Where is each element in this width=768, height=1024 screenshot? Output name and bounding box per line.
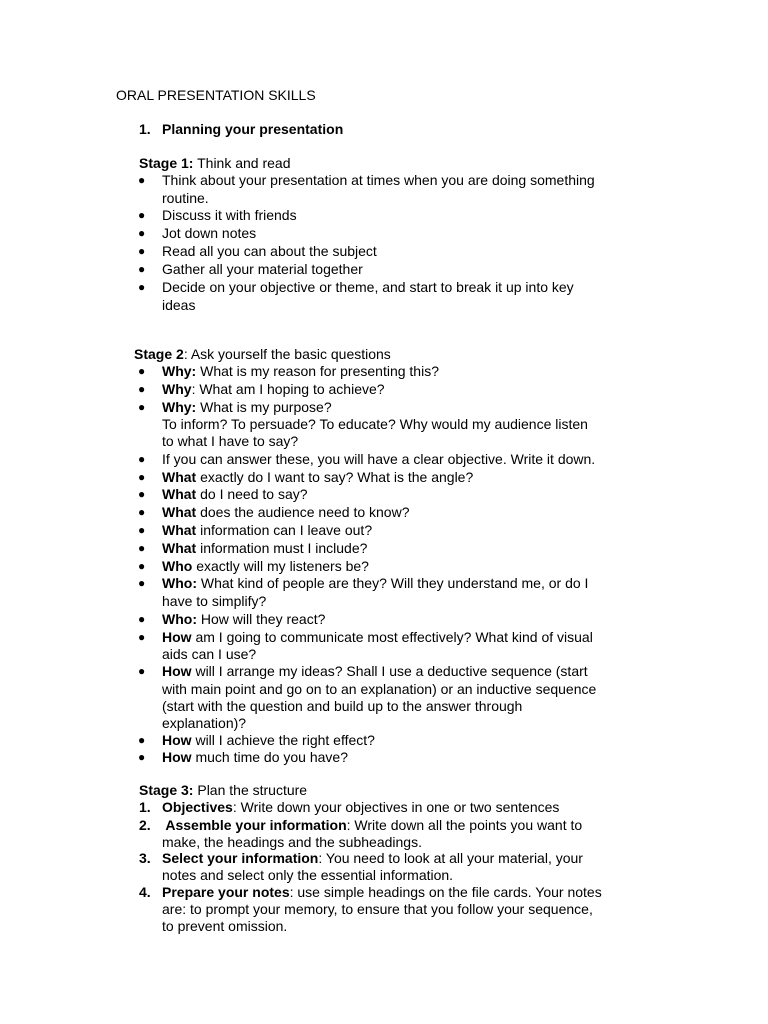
- list-item-text: [162, 486, 308, 503]
- stage2-list-item: [0, 504, 768, 521]
- list-item-text: [162, 749, 348, 766]
- stage2-list-item: [0, 363, 768, 380]
- list-item-text: [162, 850, 583, 867]
- stage2-list-item: [0, 522, 768, 539]
- stage1-list-item: [0, 279, 768, 296]
- list-item-text: [162, 611, 325, 628]
- stage2-list-item: [0, 486, 768, 503]
- list-item-text: [162, 663, 588, 680]
- stage2-list-item: [0, 469, 768, 486]
- stage2-heading-text: [134, 346, 391, 363]
- stage3-list-item: [0, 834, 768, 851]
- stage2-list-item: [0, 575, 768, 592]
- bullet-icon: ●: [138, 750, 146, 764]
- list-item-text: [162, 522, 372, 539]
- list-item-keyword: Who:: [162, 575, 197, 591]
- list-item-body: much time do you have?: [191, 749, 348, 765]
- list-item-text: [162, 698, 522, 715]
- list-item-body: How will they react?: [196, 611, 326, 627]
- list-item-text: [162, 451, 595, 468]
- list-item-text: ideas: [162, 297, 196, 313]
- list-item-number: 2.: [139, 817, 151, 833]
- bullet-icon: ●: [138, 452, 146, 466]
- list-item-text: routine.: [162, 190, 209, 206]
- stage3-list-item: [0, 884, 768, 901]
- list-item-body: information can I leave out?: [196, 522, 373, 538]
- list-item-text: [162, 715, 246, 732]
- list-item-body: : Write down your objectives in one or two sentences: [232, 799, 560, 815]
- stage2-list-item: [0, 629, 768, 646]
- list-item-text: Gather all your material together: [162, 261, 363, 277]
- list-item-body: with main point and go on to an explanation) or an inductive sequence: [162, 681, 597, 697]
- list-item-body: information must I include?: [196, 540, 368, 556]
- section-heading: [0, 121, 768, 138]
- list-item-text: [162, 363, 439, 380]
- list-item-keyword: How: [162, 663, 192, 679]
- list-item-keyword: Assemble your information: [162, 817, 347, 833]
- list-item-body: exactly do I want to say? What is the angle?: [196, 469, 474, 485]
- list-item-keyword: Who:: [162, 611, 197, 627]
- list-item-text: [162, 416, 588, 433]
- list-item-keyword: Select your information: [162, 850, 319, 866]
- bullet-icon: ●: [138, 612, 146, 626]
- bullet-icon: ●: [138, 262, 146, 276]
- list-item-body: : What am I hoping to achieve?: [191, 381, 385, 397]
- bullet-icon: ●: [138, 487, 146, 501]
- bullet-icon: ●: [138, 559, 146, 573]
- list-item-text: [162, 593, 266, 610]
- bullet-icon: ●: [138, 523, 146, 537]
- stage1-list-item: [0, 243, 768, 260]
- stage1-list-item: [0, 172, 768, 189]
- list-item-body: What is my purpose?: [196, 399, 332, 415]
- document-title: [0, 87, 768, 104]
- stage2-list-item: [0, 451, 768, 468]
- list-item-keyword: What: [162, 504, 197, 520]
- list-item-body: will I arrange my ideas? Shall I use a deductive sequence (start: [191, 663, 588, 679]
- bullet-icon: ●: [138, 400, 146, 414]
- list-item-body: am I going to communicate most effectively? What kind of visual: [191, 629, 593, 645]
- stage2-list-item: [0, 416, 768, 433]
- stage3-list-item: [0, 850, 768, 867]
- list-item-body: explanation)?: [162, 715, 247, 731]
- list-item-keyword: Prepare your notes: [162, 884, 290, 900]
- stage2-description: : Ask yourself the basic questions: [183, 346, 391, 362]
- list-item-keyword: How: [162, 629, 192, 645]
- stage1-list-item: [0, 261, 768, 278]
- list-item-keyword: What: [162, 469, 197, 485]
- list-item-text: Decide on your objective or theme, and start to break it up into key: [162, 279, 574, 295]
- stage1-list-item: [0, 297, 768, 314]
- list-item-text: [162, 469, 473, 486]
- list-item-text: [162, 629, 593, 646]
- stage2-list-item: [0, 381, 768, 398]
- list-item-keyword: Why:: [162, 399, 197, 415]
- section-title: Planning your presentation: [162, 121, 344, 137]
- list-item-keyword: Who: [162, 558, 193, 574]
- bullet-icon: ●: [138, 244, 146, 258]
- list-item-text: [162, 867, 453, 884]
- stage2-list-item: [0, 698, 768, 715]
- bullet-icon: ●: [138, 664, 146, 678]
- list-item-body: aids can I use?: [162, 646, 257, 662]
- bullet-icon: ●: [138, 364, 146, 378]
- list-item-body: If you can answer these, you will have a clear objective. Write it down.: [162, 451, 596, 467]
- list-item-body: What kind of people are they? Will they understand me, or do I: [196, 575, 589, 591]
- stage2-list-item: [0, 681, 768, 698]
- stage2-list-item: [0, 732, 768, 749]
- list-item-keyword: How: [162, 749, 192, 765]
- bullet-icon: ●: [138, 576, 146, 590]
- list-item-body: will I achieve the right effect?: [191, 732, 375, 748]
- list-item-text: Think about your presentation at times when you are doing something: [162, 172, 595, 188]
- stage1-list-item: [0, 207, 768, 224]
- stage2-list-item: [0, 540, 768, 557]
- stage3-description: Plan the structure: [193, 782, 308, 798]
- list-item-keyword: What: [162, 540, 197, 556]
- list-item-text: [162, 558, 369, 575]
- stage1-heading-text: [139, 155, 291, 172]
- list-item-text: [162, 575, 588, 592]
- list-item-text: [162, 732, 375, 749]
- bullet-icon: ●: [138, 208, 146, 222]
- list-item-body: do I need to say?: [196, 486, 308, 502]
- stage2-label: Stage 2: [134, 346, 184, 362]
- stage3-list-item: [0, 799, 768, 816]
- list-item-keyword: What: [162, 522, 197, 538]
- bullet-icon: ●: [138, 505, 146, 519]
- list-item-keyword: What: [162, 486, 197, 502]
- list-item-number: 4.: [139, 884, 151, 900]
- list-item-text: [162, 817, 582, 834]
- bullet-icon: ●: [138, 541, 146, 555]
- list-item-body: have to simplify?: [162, 593, 267, 609]
- list-item-body: to what I have to say?: [162, 433, 299, 449]
- list-item-text: [162, 918, 287, 935]
- list-item-text: [162, 834, 422, 851]
- list-item-text: Discuss it with friends: [162, 207, 297, 223]
- list-item-body: make, the headings and the subheadings.: [162, 834, 422, 850]
- stage3-list-item: [0, 867, 768, 884]
- stage2-list-item: [0, 749, 768, 766]
- stage1-description: Think and read: [193, 155, 291, 171]
- bullet-icon: ●: [138, 382, 146, 396]
- list-item-text: Read all you can about the subject: [162, 243, 377, 259]
- stage3-list-item: [0, 901, 768, 918]
- list-item-number: 1.: [139, 799, 151, 815]
- list-item-body: (start with the question and build up to the answer through: [162, 698, 523, 714]
- section-number: 1.: [139, 121, 151, 137]
- list-item-text: [162, 884, 602, 901]
- list-item-keyword: Objectives: [162, 799, 233, 815]
- list-item-text: [162, 540, 367, 557]
- list-item-text: [162, 504, 410, 521]
- list-item-text: [162, 799, 559, 816]
- stage3-label: Stage 3:: [139, 782, 194, 798]
- bullet-icon: ●: [138, 630, 146, 644]
- list-item-body: : You need to look at all your material, your: [318, 850, 583, 866]
- list-item-body: does the audience need to know?: [196, 504, 410, 520]
- list-item-body: to prevent omission.: [162, 918, 288, 934]
- list-item-text: [162, 399, 332, 416]
- stage2-list-item: [0, 433, 768, 450]
- list-item-text: [162, 646, 256, 663]
- stage2-list-item: [0, 399, 768, 416]
- stage2-list-item: [0, 611, 768, 628]
- list-item-body: To inform? To persuade? To educate? Why would my audience listen: [162, 416, 588, 432]
- stage1-list-item: [0, 190, 768, 207]
- stage2-heading: [0, 346, 768, 363]
- title-text: ORAL PRESENTATION SKILLS: [116, 87, 316, 103]
- bullet-icon: ●: [138, 470, 146, 484]
- list-item-body: : use simple headings on the file cards. Your notes: [289, 884, 602, 900]
- list-item-body: notes and select only the essential information.: [162, 867, 454, 883]
- stage2-list-item: [0, 715, 768, 732]
- list-item-body: : Write down all the points you want to: [346, 817, 583, 833]
- list-item-body: exactly will my listeners be?: [192, 558, 369, 574]
- bullet-icon: ●: [138, 226, 146, 240]
- list-item-body: are: to prompt your memory, to ensure that you follow your sequence,: [162, 901, 593, 917]
- list-item-text: Jot down notes: [162, 225, 257, 241]
- list-item-text: [162, 681, 596, 698]
- list-item-body: What is my reason for presenting this?: [196, 363, 439, 379]
- stage3-list-item: [0, 817, 768, 834]
- stage2-list-item: [0, 646, 768, 663]
- stage3-heading: [0, 782, 768, 799]
- list-item-text: [162, 381, 385, 398]
- list-item-text: [162, 433, 298, 450]
- stage2-list-item: [0, 558, 768, 575]
- bullet-icon: ●: [138, 173, 146, 187]
- stage3-list-item: [0, 918, 768, 935]
- stage2-list-item: [0, 663, 768, 680]
- list-item-keyword: Why:: [162, 363, 197, 379]
- list-item-keyword: Why: [162, 381, 192, 397]
- stage2-list-item: [0, 593, 768, 610]
- stage1-heading: [0, 155, 768, 172]
- stage1-label: Stage 1:: [139, 155, 194, 171]
- stage3-heading-text: [139, 782, 307, 799]
- stage1-list-item: [0, 225, 768, 242]
- list-item-text: [162, 901, 593, 918]
- list-item-keyword: How: [162, 732, 192, 748]
- list-item-number: 3.: [139, 850, 151, 866]
- bullet-icon: ●: [138, 280, 146, 294]
- bullet-icon: ●: [138, 733, 146, 747]
